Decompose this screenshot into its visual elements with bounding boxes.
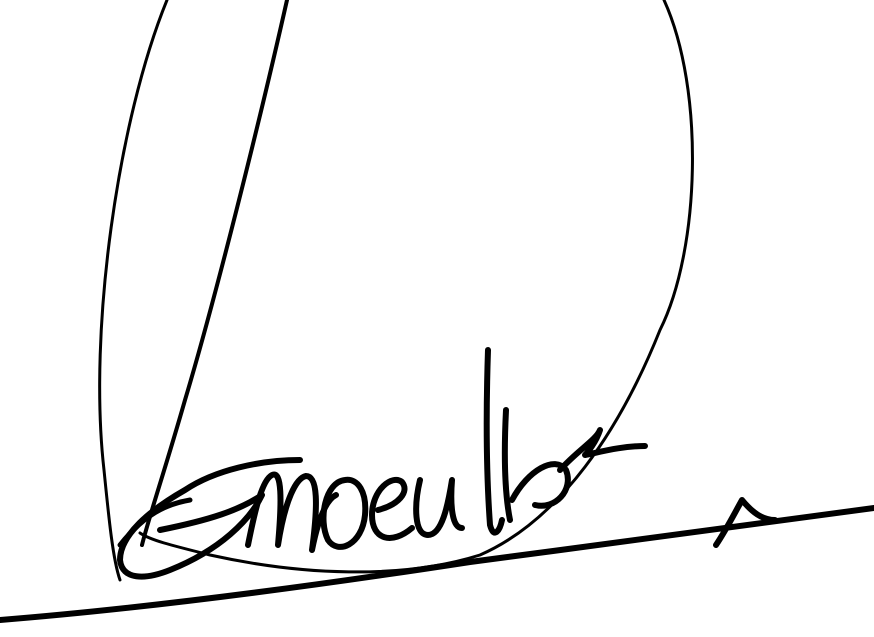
signature-u-stroke	[416, 480, 462, 535]
signature-ending-stroke	[560, 430, 645, 470]
signature-l-stroke	[487, 350, 502, 533]
signature-t-stem-stroke	[505, 410, 510, 520]
signature-o-stroke	[323, 480, 365, 547]
signature-e-stroke	[372, 480, 412, 538]
